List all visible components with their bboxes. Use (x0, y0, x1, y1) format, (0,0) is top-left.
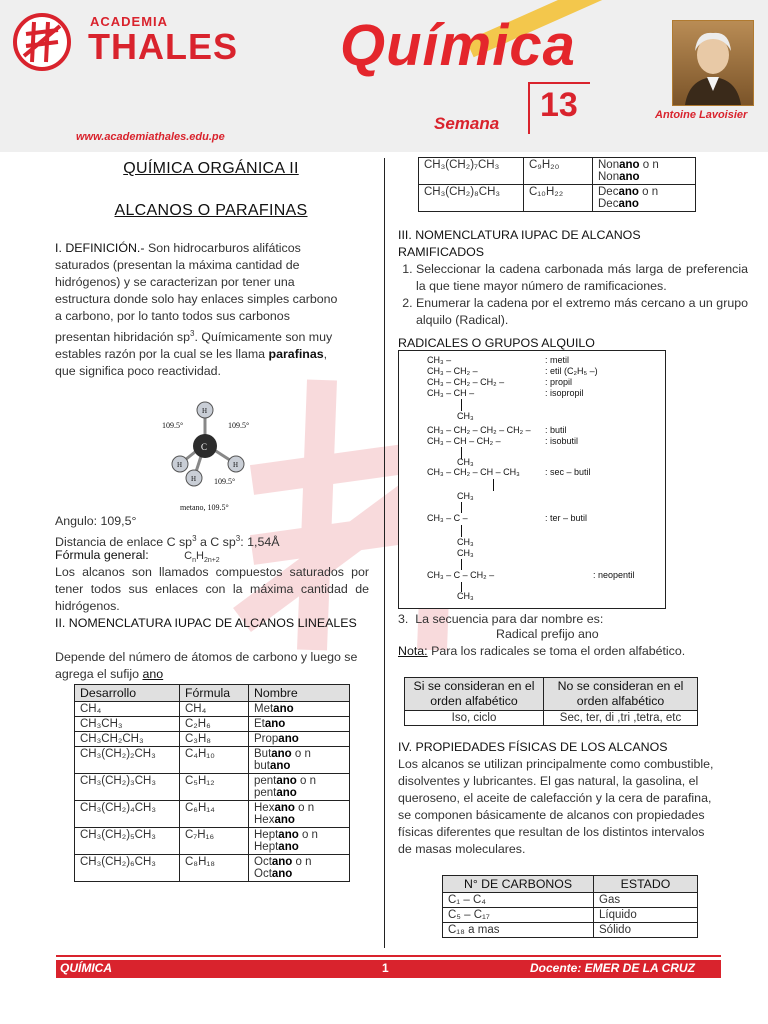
name-alt-prefix: Oct (254, 868, 272, 880)
name-or: o n (298, 829, 318, 841)
name-suffix: ano (618, 186, 639, 198)
definition-text: Son hidrocarburos alifáticos saturados (presentan la máxima cantidad de hidrógenos) y se caracterizan por tener una estructura donde solo hay enlaces simples carbono a carbono, por lo tanto todos sus carbonos presentan hibridación sp (55, 241, 338, 345)
table-row (75, 801, 350, 828)
radical-name: : etil (C₂H₅ –) (545, 366, 598, 376)
name-cell (249, 732, 350, 747)
desarrollo-cell: CH₃(CH₂)₇CH₃ (419, 158, 524, 185)
name-alt-prefix: Hept (254, 841, 279, 853)
subject-title: Química (340, 13, 576, 78)
state-cell: Gas (594, 893, 698, 908)
branch-bond (461, 399, 462, 411)
radicals-box (398, 350, 666, 609)
states-col-carbons: N° DE CARBONOS (443, 876, 594, 893)
footer-subject: QUÍMICA (60, 961, 112, 975)
name-alt-prefix: Hex (254, 814, 275, 826)
desarrollo-cell: CH₃(CH₂)₅CH₃ (75, 828, 180, 855)
radical-formula: CH₃ – CH₂ – CH₂ – (427, 377, 505, 387)
svg-text:H: H (191, 475, 197, 483)
svg-text:H: H (233, 461, 239, 469)
carbon-range-cell: C₅ – C₁₇ (443, 908, 594, 923)
name-suffix: ano (274, 802, 295, 814)
branch-ch3: CH₃ (457, 411, 474, 421)
desarrollo-cell: CH₃CH₃ (75, 717, 180, 732)
name-prefix: Hex (254, 802, 275, 814)
radicals-title: RADICALES O GRUPOS ALQUILO (398, 336, 595, 350)
branch-bond (461, 559, 462, 570)
radical-name: : isobutil (545, 436, 579, 446)
state-row (443, 908, 698, 923)
name-alt-suffix: ano (274, 814, 295, 826)
linear-alkanes-table (74, 684, 350, 882)
thales-logo-icon (12, 12, 72, 72)
state-row (443, 923, 698, 938)
carbon-range-cell: C₁ – C₄ (443, 893, 594, 908)
name-or: o n (639, 159, 659, 171)
name-or: o n (291, 748, 311, 760)
name-prefix: Et (254, 718, 265, 730)
name-suffix: ano (271, 748, 292, 760)
desarrollo-cell: CH₃CH₂CH₃ (75, 732, 180, 747)
alpha-col-yes: Si se consideran en el orden alfabético (405, 678, 544, 711)
name-alt-suffix: ano (619, 171, 640, 183)
branch-bond (461, 525, 462, 537)
name-alt-suffix: ano (278, 841, 299, 853)
svg-text:H: H (202, 407, 208, 415)
radical-formula: CH₃ – CH – (427, 388, 475, 398)
section-iv-title: IV. PROPIEDADES FÍSICAS DE LOS ALCANOS (398, 740, 668, 754)
desarrollo-cell: CH₃(CH₂)₃CH₃ (75, 774, 180, 801)
radical-formula: CH₃ – CH – CH₂ – (427, 436, 501, 446)
radical-name: : ter – butil (545, 513, 588, 523)
week-label: Semana (434, 114, 500, 133)
section-iii-title: III. NOMENCLATURA IUPAC DE ALCANOS RAMIFICADOS (398, 228, 641, 259)
formula-cell: CH₄ (180, 702, 249, 717)
section-title-alcanos: ALCANOS O PARAFINAS (114, 202, 308, 219)
section-iv-text: Los alcanos se utilizan principalmente como combustible, disolventes y lubricantes. El gas natural, la gasolina, el queroseno, el aceite de calefacción y la cera de parafina, se componen básicamente de alcanos con propiedades físicas diferentes que resultan de los distintos intervalos de masas moleculares. (398, 757, 714, 856)
angle-label-tr: 109.5° (228, 421, 250, 430)
footer-rule (56, 955, 721, 957)
definition-sup: 3 (190, 329, 195, 338)
name-suffix: ano (278, 829, 299, 841)
states-table (442, 875, 698, 938)
name-suffix: ano (278, 733, 299, 745)
name-suffix: ano (264, 718, 286, 730)
radical-formula: CH₃ – CH₂ – CH₂ – CH₂ – (427, 425, 531, 435)
section-title-organica: QUÍMICA ORGÁNICA II (123, 160, 299, 177)
name-or: o n (294, 802, 315, 814)
carbon-label: C (201, 442, 208, 452)
formula-cell: C₇H₁₆ (180, 828, 249, 855)
col-nombre: Nombre (249, 685, 350, 702)
brand-academia: ACADEMIA (90, 14, 169, 29)
week-number: 13 (540, 86, 578, 124)
radical-formula: CH₃ – (427, 355, 452, 365)
table-row (419, 158, 696, 185)
step-3: 3. La secuencia para dar nombre es: (398, 612, 604, 626)
name-prefix: Non (598, 159, 620, 171)
steps-list (382, 261, 748, 329)
section-ii-text: Depende del número de átomos de carbono y luego se agrega el sufijo ano (55, 650, 358, 681)
definition-paragraph (55, 240, 347, 380)
footer-teacher: Docente: EMER DE LA CRUZ (530, 961, 695, 975)
state-cell: Sólido (594, 923, 698, 938)
name-prefix: pent (254, 775, 277, 787)
name-or: o n (296, 775, 317, 787)
saturated-paragraph: Los alcanos son llamados compuestos saturados por tener todos sus enlaces con la máxima cantidad de hidrógenos. (55, 565, 369, 613)
branch-bond (461, 502, 462, 513)
radical-formula: CH₃ – C – CH₂ – (427, 570, 495, 580)
radical-name: : propil (545, 377, 573, 387)
branch-ch3: CH₃ (457, 591, 474, 601)
branch-ch3: CH₃ (457, 491, 474, 501)
formula-cell: C₁₀H₂₂ (524, 185, 593, 212)
radical-name: : butil (545, 425, 567, 435)
name-suffix: ano (619, 159, 640, 171)
formula-label: Fórmula general: (55, 548, 149, 562)
page-number: 1 (382, 961, 389, 975)
portrait-caption: Antoine Lavoisier (655, 109, 748, 121)
step-item: 2. Enumerar la cadena por el extremo más cercano a un grupo alquilo (Radical). (416, 295, 748, 329)
name-prefix: Hept (254, 829, 279, 841)
name-suffix: ano (273, 703, 294, 715)
formula-cell: C₆H₁₄ (180, 801, 249, 828)
brand-thales: THALES (88, 26, 238, 67)
desarrollo-cell: CH₃(CH₂)₆CH₃ (75, 855, 180, 882)
radical-name: : sec – butil (545, 467, 591, 477)
page-header (0, 0, 768, 152)
distance-text: Distancia de enlace C $sp^3$ a C $sp^3$: 1,54Å (55, 534, 280, 550)
methane-figure (160, 396, 256, 516)
desarrollo-cell: CH₃(CH₂)₂CH₃ (75, 747, 180, 774)
section-ii-title: II. NOMENCLATURA IUPAC DE ALCANOS LINEALES (55, 616, 357, 630)
name-alt-prefix: pent (254, 787, 277, 799)
formula-cell: C₈H₁₈ (180, 855, 249, 882)
definition-text2: . Químicamente son muy estables razón por la cual se les llama (55, 330, 333, 362)
branch-ch3: CH₃ (457, 457, 474, 467)
name-cell (249, 747, 350, 774)
angle-label-b: 109.5° (214, 477, 236, 486)
portrait-icon (673, 21, 753, 105)
table-row (75, 732, 350, 747)
definition-label: I. DEFINICIÓN.- (55, 241, 145, 255)
branch-ch3: CH₃ (457, 537, 474, 547)
definition-text3: , que significa poco reactividad. (55, 347, 328, 379)
name-or: o n (638, 186, 659, 198)
name-cell (593, 158, 696, 185)
col-desarrollo: Desarrollo (75, 685, 180, 702)
carbon-range-cell: C₁₈ a mas (443, 923, 594, 938)
name-prefix: Met (254, 703, 274, 715)
desarrollo-cell: CH₃(CH₂)₄CH₃ (75, 801, 180, 828)
alpha-cell-no: Sec, ter, di ,tri ,tetra, etc (544, 711, 698, 726)
radical-name: : neopentil (593, 570, 635, 580)
table-row (75, 828, 350, 855)
radical-formula: CH₃ – C – (427, 513, 468, 523)
formula-cell: C₂H₆ (180, 717, 249, 732)
note-paragraph: Nota: Para los radicales se toma el orden alfabético. (398, 644, 686, 658)
name-cell (249, 855, 350, 882)
desarrollo-cell: CH₄ (75, 702, 180, 717)
formula-cell: C₃H₈ (180, 732, 249, 747)
name-alt-prefix: but (254, 760, 270, 772)
name-alt-prefix: Dec (598, 198, 619, 210)
table-row (75, 855, 350, 882)
branch-bond (493, 479, 494, 491)
methane-caption: metano, 109.5° (180, 503, 229, 512)
radical-name: : isopropil (545, 388, 584, 398)
angle-label-tl: 109.5° (162, 421, 184, 430)
name-cell (249, 828, 350, 855)
distance-b: a C sp (196, 535, 236, 550)
name-cell (249, 801, 350, 828)
name-suffix: ano (271, 856, 293, 868)
states-col-state: ESTADO (594, 876, 698, 893)
desarrollo-cell: CH₃(CH₂)₈CH₃ (419, 185, 524, 212)
col-formula: Fórmula (180, 685, 249, 702)
alphabetical-table (404, 677, 698, 726)
distance-c: : 1,54Å (240, 535, 280, 550)
name-prefix: But (254, 748, 272, 760)
name-or: o n (292, 856, 312, 868)
name-alt-prefix: Non (598, 171, 620, 183)
step-3-sequence: Radical prefijo ano (496, 627, 599, 641)
table-row (75, 774, 350, 801)
formula-cell: C₉H₂₀ (524, 158, 593, 185)
alpha-col-no: No se consideran en el orden alfabético (544, 678, 698, 711)
table-row (75, 747, 350, 774)
formula-cell: C₅H₁₂ (180, 774, 249, 801)
state-row (443, 893, 698, 908)
radical-formula: CH₃ – CH₂ – CH – CH₃ (427, 467, 520, 477)
name-cell (249, 717, 350, 732)
name-prefix: Prop (254, 733, 279, 745)
name-prefix: Dec (598, 186, 619, 198)
name-prefix: Oct (254, 856, 272, 868)
angle-text: Angulo: 109,5° (55, 514, 137, 528)
website-link[interactable]: www.academiathales.edu.pe (76, 131, 225, 143)
name-cell (593, 185, 696, 212)
step-item: 1. Seleccionar la cadena carbonada más larga de preferencia la que tiene mayor número de ramificaciones. (416, 261, 748, 295)
lavoisier-portrait (672, 20, 754, 106)
table-row (75, 702, 350, 717)
name-cell (249, 702, 350, 717)
formula-value: $C_nH_{2n+2}$ (184, 550, 220, 565)
table-row (419, 185, 696, 212)
radical-formula: CH₃ – CH₂ – (427, 366, 478, 376)
distance-a: Distancia de enlace C sp (55, 535, 193, 550)
name-alt-suffix: ano (618, 198, 639, 210)
name-alt-suffix: ano (276, 787, 297, 799)
linear-alkanes-table-cont (418, 157, 696, 212)
branch-ch3: CH₃ (457, 548, 474, 558)
name-alt-suffix: ano (271, 868, 293, 880)
state-cell: Líquido (594, 908, 698, 923)
name-alt-suffix: ano (270, 760, 291, 772)
alpha-cell-yes: Iso, ciclo (405, 711, 544, 726)
svg-text:H: H (177, 461, 183, 469)
table-row (75, 717, 350, 732)
formula-cell: C₄H₁₀ (180, 747, 249, 774)
name-suffix: ano (276, 775, 297, 787)
radical-name: : metil (545, 355, 570, 365)
definition-bold: parafinas (268, 347, 324, 362)
name-cell (249, 774, 350, 801)
